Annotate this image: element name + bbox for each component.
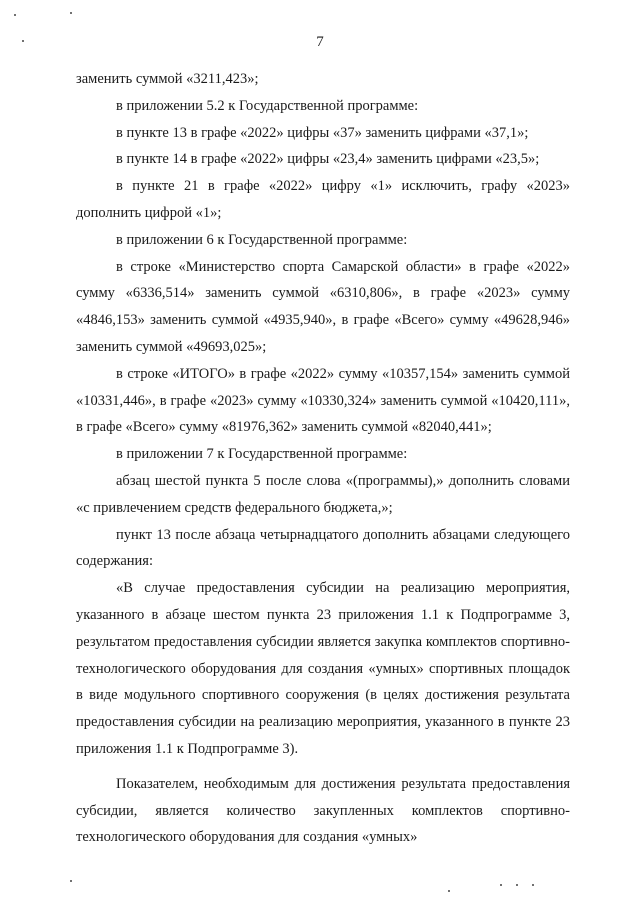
paragraph-total-row: в строке «ИТОГО» в графе «2022» сумму «10357,154» заменить суммой «10331,446», в графе «2023» сумму «10330,324» заменить суммой «10420,111», в графе «Всего» сумму «81976,362» заменить суммой «82040,441»; bbox=[76, 365, 570, 436]
paragraph-quoted-subsidy: «В случае предоставления субсидии на реализацию мероприятия, указанного в абзаце шестом пункта 23 приложения 1.1 к Подпрограмме 3, результатом предоставления субсидии является закупка комплектов спортивно-технологического оборудования для создания «умных» спортивных площадок в виде модульного спортивного сооружения (в целях достижения результата предоставления субсидии на реализацию мероприятия, указанного в пункте 23 приложения 1.1 к Подпрограмме 3). bbox=[76, 580, 570, 757]
paragraph-item-21: в пункте 21 в графе «2022» цифру «1» исключить, графу «2023» дополнить цифрой «1»; bbox=[76, 178, 570, 221]
scan-speck bbox=[500, 884, 502, 886]
scan-speck bbox=[14, 14, 16, 16]
document-body bbox=[76, 66, 570, 851]
scan-speck bbox=[70, 880, 72, 882]
paragraph-item-5: абзац шестой пункта 5 после слова «(программы),» дополнить словами «с привлечением средств федерального бюджета,»; bbox=[76, 472, 570, 516]
page-number: 7 bbox=[316, 34, 324, 50]
paragraph-indicator: Показателем, необходимым для достижения результата предоставления субсидии, является количество закупленных комплектов спортивно-технологического оборудования для создания «умных» bbox=[76, 775, 570, 846]
paragraph-appendix-5-2: в приложении 5.2 к Государственной программе: bbox=[116, 97, 419, 114]
scan-speck bbox=[516, 884, 518, 886]
scan-speck bbox=[448, 890, 450, 892]
scan-speck bbox=[70, 12, 72, 14]
paragraph-ministry-row: в строке «Министерство спорта Самарской области» в графе «2022» сумму «6336,514» заменить суммой «6310,806», в графе «2023» сумму «4846,153» заменить суммой «4935,940», в графе «Всего» сумму «49628,946» заменить суммой «49693,025»; bbox=[76, 258, 570, 355]
paragraph-item-14: в пункте 14 в графе «2022» цифры «23,4» заменить цифрами «23,5»; bbox=[116, 151, 540, 168]
scan-speck bbox=[22, 40, 24, 42]
paragraph-item-13: в пункте 13 в графе «2022» цифры «37» заменить цифрами «37,1»; bbox=[116, 124, 529, 141]
paragraph-appendix-6: в приложении 6 к Государственной программе: bbox=[116, 231, 408, 248]
scan-speck bbox=[532, 884, 534, 886]
paragraph-appendix-7: в приложении 7 к Государственной программе: bbox=[116, 446, 408, 463]
paragraph-item-13-addition: пункт 13 после абзаца четырнадцатого дополнить абзацами следующего содержания: bbox=[76, 526, 570, 570]
paragraph-continuation: заменить суммой «3211,423»; bbox=[76, 71, 259, 87]
